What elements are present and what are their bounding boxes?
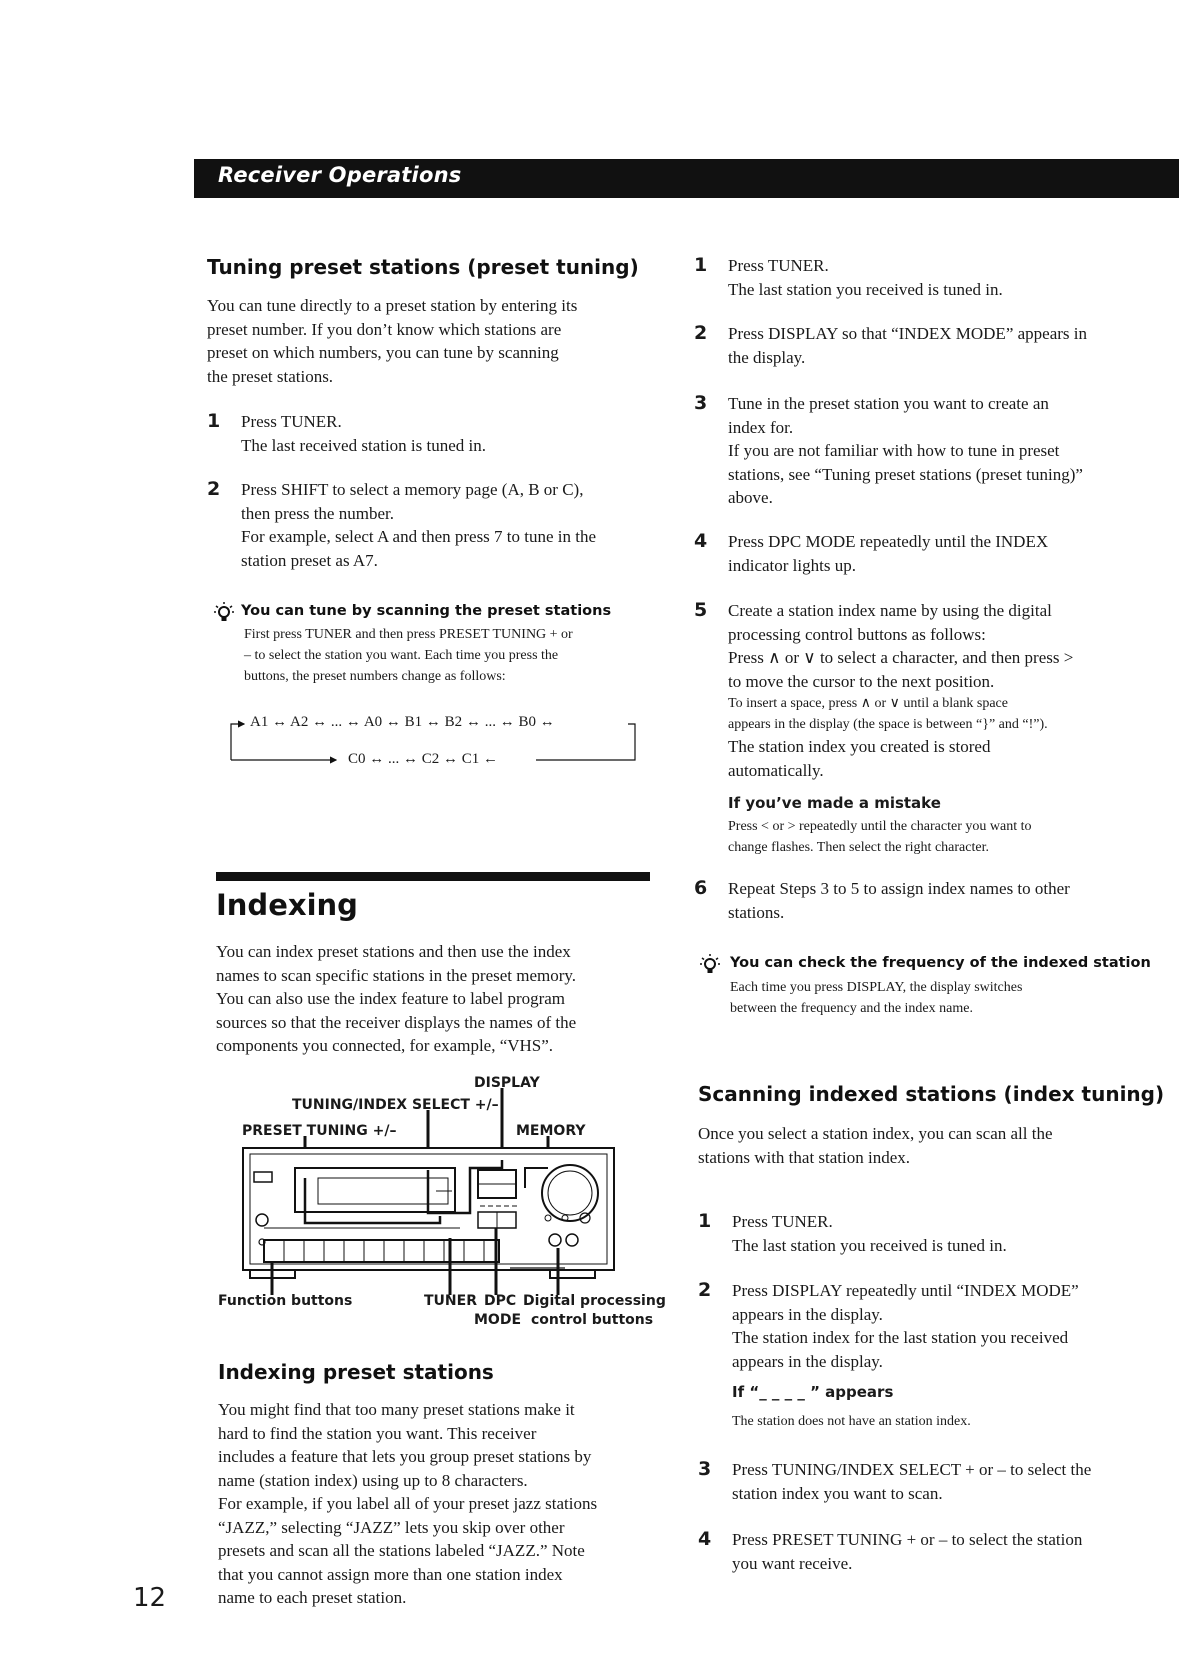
preset-step-1 [207, 410, 657, 457]
cycle-item: A2 [290, 714, 309, 730]
text-line: You might find that too many preset stations make it [218, 1400, 575, 1419]
tip-body [244, 624, 664, 687]
label-tuner: TUNER [424, 1293, 477, 1309]
text-line: To insert a space, press ∧ or ∨ until a blank space [728, 696, 1008, 711]
text-line: Press DISPLAY so that “INDEX MODE” appears in [728, 324, 1088, 343]
text-line: Once you select a station index, you can scan all the [698, 1124, 1053, 1143]
text-line: Press < or > repeatedly until the character you want to [728, 818, 1032, 834]
scan-step-3 [698, 1458, 1148, 1505]
label-dpc: DPC [484, 1293, 517, 1309]
text-line: You can index preset stations and then use the index [216, 942, 571, 961]
cycle-item: C1 [461, 751, 480, 767]
label-display: DISPLAY [474, 1075, 540, 1091]
index-step-4 [694, 530, 1134, 577]
text-line: – to select the station you want. Each time you press the [244, 648, 559, 663]
text-line: If you are not familiar with how to tune in preset [728, 441, 1060, 460]
index-step-6 [694, 877, 1144, 924]
step-number: 2 [207, 478, 221, 500]
cycle-item: A0 [363, 714, 383, 730]
label-digital-processing: Digital processing [523, 1293, 666, 1309]
text-line: stations. [728, 902, 785, 922]
cycle-item: B1 [404, 714, 423, 730]
step-number: 1 [694, 254, 708, 276]
cycle-item: ... [330, 714, 343, 730]
text-line: appears in the display. [732, 1351, 883, 1371]
text-line: that you cannot assign more than one station index [218, 1564, 563, 1584]
text-line: station index you want to scan. [732, 1483, 943, 1503]
text-line: components you connected, for example, “VHS”. [216, 1036, 554, 1055]
text-line: Create a station index name by using the digital [728, 601, 1052, 620]
text-line: Press TUNER. [241, 412, 342, 431]
mistake-heading: If you’ve made a mistake [728, 794, 941, 812]
text-line: processing control buttons as follows: [728, 624, 986, 644]
scan-step-2 [698, 1279, 1138, 1432]
text-line: appears in the display (the space is between “}” and “!”). [728, 717, 1048, 732]
step-number: 6 [694, 877, 708, 899]
step-number: 1 [698, 1210, 712, 1232]
cycle-item: B0 [518, 714, 536, 730]
indexing-preset-body [218, 1398, 668, 1610]
label-preset-tuning: PRESET TUNING +/– [242, 1123, 397, 1139]
text-line: buttons, the preset numbers change as follows: [244, 669, 506, 684]
text-line: First press TUNER and then press PRESET TUNING + or [244, 627, 573, 642]
text-line: automatically. [728, 760, 824, 780]
if-text: The station does not have an station index. [732, 1413, 971, 1429]
label-control-buttons: control buttons [531, 1312, 654, 1328]
step-number: 5 [694, 599, 708, 621]
text-line: name to each preset station. [218, 1588, 407, 1607]
text-line: Press ∧ or ∨ to select a character, and then press > [728, 648, 1074, 667]
label-mode: MODE [474, 1312, 522, 1328]
page-number: 12 [133, 1583, 167, 1613]
preset-step-2 [207, 478, 657, 572]
text-line: The station index you created is stored [728, 737, 991, 756]
text-line: presets and scan all the stations labeled “JAZZ.” Note [218, 1541, 585, 1560]
step-number: 2 [694, 322, 708, 344]
cycle-item: C2 [421, 751, 440, 767]
text-line: names to scan specific stations in the preset memory. [216, 965, 577, 985]
preset-tuning-heading: Tuning preset stations (preset tuning) [207, 255, 639, 279]
step-number: 1 [207, 410, 221, 432]
lightbulb-icon [213, 601, 235, 625]
text-line: then press the number. [241, 503, 394, 523]
text-line: Press TUNER. [728, 256, 829, 275]
index-step-5 [694, 599, 1144, 858]
text-line: station preset as A7. [241, 550, 378, 570]
text-line: Press DPC MODE repeatedly until the INDEX [728, 532, 1049, 551]
step-number: 2 [698, 1279, 712, 1301]
text-line: to move the cursor to the next position. [728, 671, 995, 691]
text-line: stations, see “Tuning preset stations (preset tuning)” [728, 464, 1083, 484]
tip2-body [730, 977, 1150, 1019]
text-line: between the frequency and the index name. [730, 1001, 973, 1016]
scanning-intro [698, 1122, 1138, 1169]
text-line: Press DISPLAY repeatedly until “INDEX MODE” [732, 1281, 1079, 1300]
text-line: The last station you received is tuned in. [728, 279, 1003, 299]
cycle-item: A1 [250, 714, 269, 730]
text-line: you want receive. [732, 1553, 853, 1573]
text-line: Repeat Steps 3 to 5 to assign index names to other [728, 879, 1070, 898]
scan-step-4 [698, 1528, 1148, 1575]
text-line: Press SHIFT to select a memory page (A, B or C), [241, 480, 584, 499]
text-line: includes a feature that lets you group preset stations by [218, 1447, 592, 1466]
text-line: Each time you press DISPLAY, the display switches [730, 980, 1023, 995]
indexing-heading: Indexing [216, 888, 358, 922]
cycle-item: C0 [348, 751, 366, 767]
label-tuning-index-select: TUNING/INDEX SELECT +/– [292, 1097, 499, 1113]
text-line: You can also use the index feature to label program [216, 989, 566, 1008]
preset-tuning-intro [207, 294, 647, 388]
lightbulb-icon [699, 953, 721, 977]
indexing-preset-heading: Indexing preset stations [218, 1360, 494, 1384]
tip-heading: You can tune by scanning the preset stations [241, 603, 612, 619]
cycle-row-1: A1 ↔ A2 ↔ ... ↔ A0 ↔ B1 ↔ B2 ↔ ... ↔ B0 ↔ [250, 714, 555, 730]
text-line: above. [728, 488, 773, 507]
scan-step-1 [698, 1210, 1138, 1257]
label-function-buttons: Function buttons [218, 1293, 353, 1309]
section-rule [216, 872, 650, 881]
indexing-intro [216, 940, 656, 1058]
text-line: index for. [728, 417, 794, 437]
section-header-title: Receiver Operations [218, 163, 462, 187]
text-line: sources so that the receiver displays the names of the [216, 1012, 577, 1032]
index-step-1 [694, 254, 1134, 301]
cycle-item: ... [388, 751, 400, 767]
text-line: indicator lights up. [728, 555, 856, 575]
text-line: The last station you received is tuned in. [732, 1235, 1007, 1255]
label-memory: MEMORY [516, 1123, 586, 1139]
text-line: the preset stations. [207, 366, 334, 386]
text-line: change flashes. Then select the right character. [728, 839, 989, 855]
text-line: name (station index) using up to 8 characters. [218, 1470, 528, 1490]
text-line: The last received station is tuned in. [241, 435, 487, 455]
scanning-heading: Scanning indexed stations (index tuning) [698, 1082, 1165, 1106]
text-line: Tune in the preset station you want to create an [728, 394, 1049, 413]
receiver-front-panel-diagram [240, 1088, 620, 1298]
text-line: stations with that station index. [698, 1147, 911, 1167]
index-step-2 [694, 322, 1134, 369]
text-line: Press TUNING/INDEX SELECT + or – to select the [732, 1460, 1092, 1479]
text-line: For example, select A and then press 7 to tune in the [241, 527, 597, 546]
text-line: The station index for the last station you received [732, 1328, 1069, 1347]
text-line: hard to find the station you want. This receiver [218, 1423, 537, 1443]
cycle-item: B2 [444, 714, 463, 730]
text-line: the display. [728, 347, 806, 367]
tip2-heading: You can check the frequency of the indexed station [730, 955, 1151, 971]
text-line: “JAZZ,” selecting “JAZZ” lets you skip over other [218, 1517, 565, 1537]
text-line: You can tune directly to a preset station by entering its [207, 296, 578, 315]
cycle-item: ... [484, 714, 496, 730]
if-heading: If “_ _ _ _ ” appears [732, 1383, 894, 1401]
text-line: preset number. If you don’t know which stations are [207, 319, 562, 339]
text-line: appears in the display. [732, 1304, 883, 1324]
cycle-row-2: C0 ↔ ... ↔ C2 ↔ C1 ← [348, 751, 499, 767]
text-line: Press PRESET TUNING + or – to select the station [732, 1530, 1083, 1549]
step-number: 3 [698, 1458, 712, 1480]
text-line: For example, if you label all of your preset jazz stations [218, 1494, 598, 1513]
text-line: preset on which numbers, you can tune by scanning [207, 343, 559, 362]
text-line: Press TUNER. [732, 1212, 833, 1231]
step-number: 4 [694, 530, 708, 552]
step-number: 3 [694, 392, 708, 414]
step-number: 4 [698, 1528, 712, 1550]
index-step-3 [694, 392, 1144, 510]
